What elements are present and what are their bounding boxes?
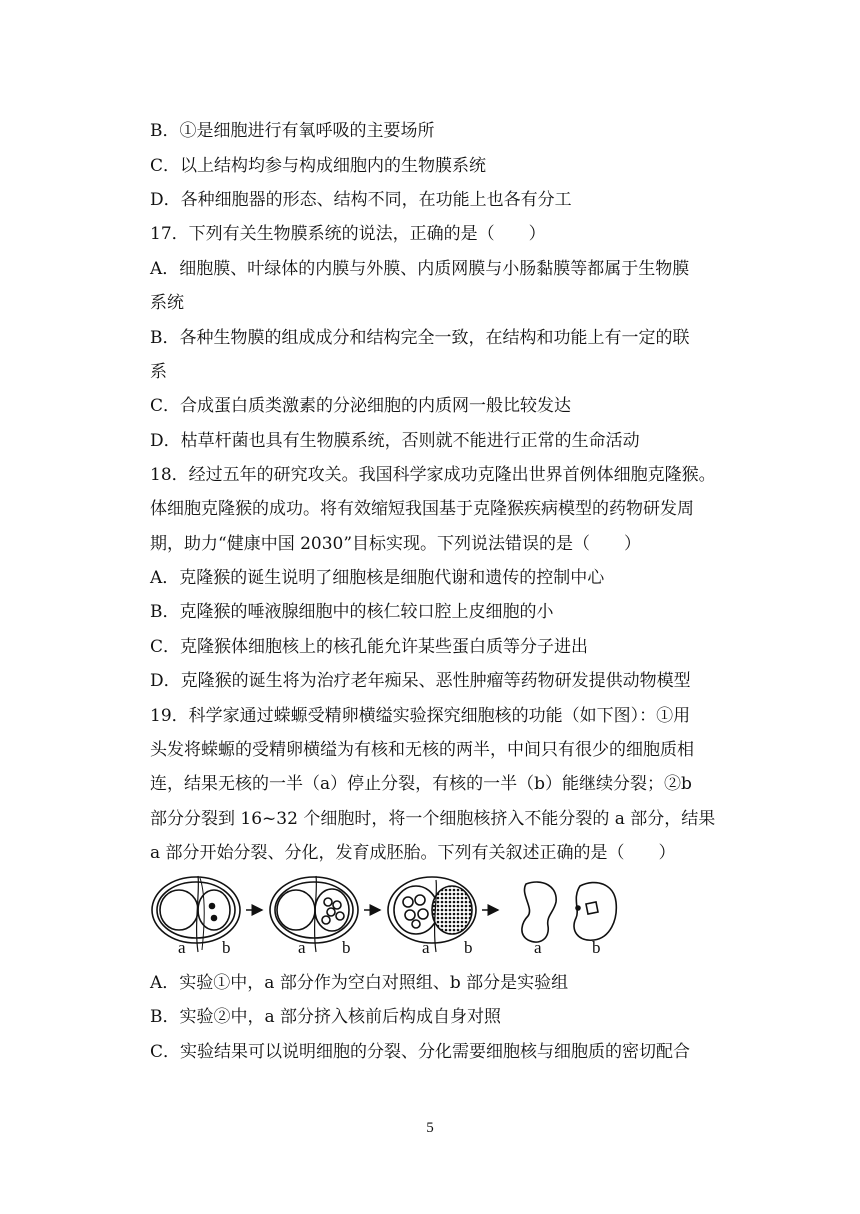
figure-label-b: b <box>342 938 351 957</box>
option-18d: D．克隆猴的诞生将为治疗老年痴呆、恶性肿瘤等药物研发提供动物模型 <box>150 671 691 691</box>
option-17a: A．细胞膜、叶绿体的内膜与外膜、内质网膜与小肠黏膜等都属于生物膜 <box>150 259 690 279</box>
page-number: 5 <box>426 1120 434 1136</box>
question-19-stem-3: 连，结果无核的一半（a）停止分裂，有核的一半（b）能继续分裂；②b <box>150 774 692 794</box>
option-18b: B．克隆猴的唾液腺细胞中的核仁较口腔上皮细胞的小 <box>150 602 554 622</box>
option-19b: B．实验②中，a 部分挤入核前后构成自身对照 <box>150 1007 502 1027</box>
figure-label-b: b <box>464 938 473 957</box>
option-17d: D．枯草杆菌也具有生物膜系统，否则就不能进行正常的生命活动 <box>150 431 640 451</box>
question-19-stem-5: a 部分开始分裂、分化，发育成胚胎。下列有关叙述正确的是（ ） <box>150 843 676 863</box>
option-16d: D．各种细胞器的形态、结构不同，在功能上也各有分工 <box>150 190 572 210</box>
ligation-diagram <box>148 872 628 962</box>
figure-label-a: a <box>534 938 542 957</box>
figure-label-b: b <box>222 938 231 957</box>
stage-3-egg <box>388 877 476 952</box>
question-17-stem: 17．下列有关生物膜系统的说法，正确的是（ ） <box>150 224 546 244</box>
option-17b: B．各种生物膜的组成成分和结构完全一致，在结构和功能上有一定的联 <box>150 328 690 348</box>
figure-label-b: b <box>592 938 601 957</box>
option-18c: C．克隆猴体细胞核上的核孔能允许某些蛋白质等分子进出 <box>150 637 589 657</box>
option-16c: C．以上结构均参与构成细胞内的生物膜系统 <box>150 156 487 176</box>
newt-egg-ligation-figure <box>148 872 628 962</box>
question-18-stem-3: 期，助力“健康中国 2030”目标实现。下列说法错误的是（ ） <box>150 534 642 554</box>
option-17a-cont: 系统 <box>150 293 184 313</box>
question-19-stem-2: 头发将蝾螈的受精卵横缢为有核和无核的两半，中间只有很少的细胞质相 <box>150 740 694 760</box>
option-19c: C．实验结果可以说明细胞的分裂、分化需要细胞核与细胞质的密切配合 <box>150 1042 691 1062</box>
option-17c: C．合成蛋白质类激素的分泌细胞的内质网一般比较发达 <box>150 396 572 416</box>
question-19-stem: 19．科学家通过蝾螈受精卵横缢实验探究细胞核的功能（如下图）：①用 <box>150 706 691 726</box>
figure-label-a: a <box>178 938 186 957</box>
question-19-stem-4: 部分分裂到 16~32 个细胞时，将一个细胞核挤入不能分裂的 a 部分，结果 <box>150 809 716 829</box>
option-17b-cont: 系 <box>150 362 167 382</box>
stage-4-embryo-b <box>574 883 616 941</box>
figure-label-a: a <box>298 938 306 957</box>
figure-label-a: a <box>422 938 430 957</box>
question-18-stem: 18．经过五年的研究攻关。我国科学家成功克隆出世界首例体细胞克隆猴。 <box>150 465 716 485</box>
option-19a: A．实验①中，a 部分作为空白对照组、b 部分是实验组 <box>150 973 569 993</box>
option-18a: A．克隆猴的诞生说明了细胞核是细胞代谢和遗传的控制中心 <box>150 568 605 588</box>
option-16b: B．①是细胞进行有氧呼吸的主要场所 <box>150 121 435 141</box>
question-18-stem-2: 体细胞克隆猴的成功。将有效缩短我国基于克隆猴疾病模型的药物研发周 <box>150 499 694 519</box>
stage-4-embryo-a <box>522 882 556 942</box>
